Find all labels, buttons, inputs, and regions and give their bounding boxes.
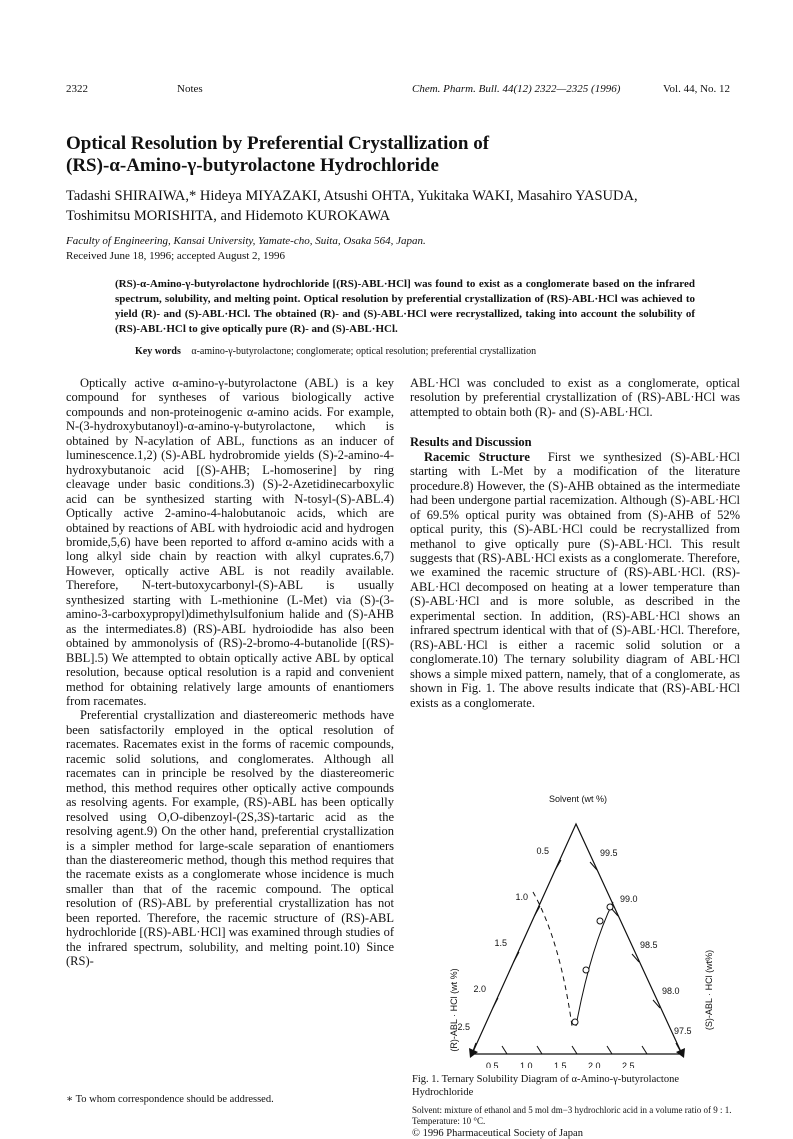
authors-line-1: Tadashi SHIRAIWA,* Hideya MIYAZAKI, Atsushi OHTA, Yukitaka WAKI, Masahiro YASUDA, <box>66 188 638 204</box>
keywords-label: Key words <box>135 346 181 357</box>
dashed-solubility-curve <box>533 892 572 1026</box>
affiliation: Faculty of Engineering, Kansai University, Yamate-cho, Suita, Osaka 564, Japan. <box>66 235 426 247</box>
article-title <box>66 133 746 177</box>
left-tick-3 <box>514 952 519 962</box>
citation: 44(12) 2322—2325 (1996) <box>502 83 621 95</box>
data-point <box>583 967 589 973</box>
keywords <box>135 346 536 357</box>
left-tick-label-1: 0.5 <box>536 846 549 856</box>
authors-line-2: Toshimitsu MORISHITA, and Hidemoto KUROKAWA <box>66 208 391 224</box>
left-column <box>66 376 394 969</box>
results-paragraph-1 <box>410 450 740 710</box>
left-axis-label: (R)-ABL · HCl (wt %) <box>449 968 459 1052</box>
figure-ternary-diagram <box>440 790 740 1068</box>
data-point <box>607 904 613 910</box>
left-tick-label-3: 1.5 <box>494 938 507 948</box>
right-axis-label: (S)-ABL · HCl (wt%) <box>704 949 714 1031</box>
bottom-tick-label-5: 2.5 <box>622 1061 635 1068</box>
right-tick-label-3: 98.5 <box>640 940 658 950</box>
intro-paragraph-2: Preferential crystallization and diastereomeric methods have been satisfactorily employed in the optical resolution of racemates. Racemates exist in the forms of racemic compounds, racemic solid solutions, and conglomerates. Although all racemates can in principle be resolved by the diastereomeric method, this method requires other optically active compounds as resolving agents. For example, (RS)-ABL has been optically resolved using O,O-dibenzoyl-(2S,3S)-tartaric acid as the resolving agent.9) On the other hand, preferential crystallization is a simpler method for large-scale separation of enantiomers than the diastereomeric method, though this method requires that the racemate exists as a conglomerate whose incidence is much smaller than that of the racemic compound. The optical resolution of (RS)-ABL by preferential crystallization has not been reported. Therefore, the racemic structure of (RS)-ABL hydrochloride [(RS)-ABL·HCl] was examined through studies of the infrared spectrum, solubility, and melting point.10) Since (RS)- <box>66 708 394 969</box>
top-axis-label: Solvent (wt %) <box>548 794 608 804</box>
abstract: (RS)-α-Amino-γ-butyrolactone hydrochloride [(RS)-ABL·HCl] was found to exist as a conglomerate based on the infrared spectrum, solubility, and melting point. Optical resolution by preferential crystallization of (RS)-ABL·HCl was achieved to yield (R)- and (S)-ABL·HCl. The obtained (R)- and (S)-ABL·HCl were recrystallized, taking into account the solubility of (RS)-ABL·HCl to give optically pure (R)- and (S)-ABL·HCl. <box>115 278 695 335</box>
received-dates: Received June 18, 1996; accepted August 2, 1996 <box>66 250 286 262</box>
section-name: Notes <box>177 83 203 95</box>
bottom-tick-label-1: 0.5 <box>486 1061 499 1068</box>
right-tick-label-4: 98.0 <box>662 986 680 996</box>
left-tick-label-4: 2.0 <box>473 984 486 994</box>
bottom-tick-5 <box>642 1046 647 1054</box>
copyright: © 1996 Pharmaceutical Society of Japan <box>412 1128 583 1139</box>
title-line-2: (RS)-α-Amino-γ-butyrolactone Hydrochloride <box>66 155 439 176</box>
authors <box>66 186 746 226</box>
right-column <box>410 376 740 710</box>
left-tick-1 <box>555 860 561 870</box>
bottom-tick-2 <box>537 1046 542 1054</box>
keywords-text: α-amino-γ-butyrolactone; conglomerate; optical resolution; preferential crystallization <box>191 346 537 357</box>
title-line-1: Optical Resolution by Preferential Crystallization of <box>66 133 490 154</box>
section-heading: Results and Discussion <box>410 435 532 450</box>
data-point <box>572 1019 578 1025</box>
ternary-diagram-svg <box>440 790 740 1068</box>
left-tick-4 <box>493 998 498 1008</box>
bottom-tick-label-4: 2.0 <box>588 1061 601 1068</box>
bottom-tick-3 <box>572 1046 577 1054</box>
bottom-tick-4 <box>607 1046 612 1054</box>
left-tick-2 <box>534 906 540 916</box>
journal-name: Chem. Pharm. Bull. <box>412 83 500 95</box>
figure-caption-note: Solvent: mixture of ethanol and 5 mol dm−3 hydrochloric acid in a volume ratio of 9 : 1. Temperature: 10 °C. <box>412 1105 732 1126</box>
bottom-tick-label-2: 1.0 <box>520 1061 533 1068</box>
intro-paragraph-3: ABL·HCl was concluded to exist as a conglomerate, optical resolution by preferential crystallization of (RS)-ABL·HCl was attempted to obtain both (R)- and (S)-ABL·HCl. <box>410 376 740 419</box>
right-tick-label-1: 99.5 <box>600 848 618 858</box>
subheading: Racemic Structure <box>424 449 530 464</box>
journal-citation <box>412 83 620 95</box>
right-tick-label-2: 99.0 <box>620 894 638 904</box>
bottom-tick-1 <box>502 1046 507 1054</box>
results-text: First we synthesized (S)-ABL·HCl starting with L-Met by a modification of the literature procedure.8) However, the (S)-AHB obtained as the intermediate had been undergone partial racemization. Although (S)-ABL·HCl of 69.5% optical purity was obtained from (S)-AHB of 52% optical purity, this (S)-ABL·HCl could be recrystallized from methanol to give optically pure (S)-ABL·HCl. This result suggests that (RS)-ABL·HCl exists as a conglomerate. Therefore, we examined the racemic structure of (RS)-ABL·HCl. (RS)-ABL·HCl decomposed on heating at a lower temperature than (S)-ABL·HCl and is more soluble, as described in the experimental section. In addition, (RS)-ABL·HCl shows an infrared spectrum identical with that of (S)-ABL·HCl. Therefore, (RS)-ABL·HCl is either a racemic solid solution or a conglomerate.10) The ternary solubility diagram of ABL·HCl shows a simple mixed pattern, namely, that of a conglomerate, as shown in Fig. 1. The above results indicate that (RS)-ABL·HCl exists as a conglomerate. <box>410 449 740 710</box>
volume-info: Vol. 44, No. 12 <box>663 83 731 95</box>
intro-paragraph-1: Optically active α-amino-γ-butyrolactone (ABL) is a key compound for syntheses of various biologically active compounds and non-proteinogenic α-amino acids. For example, N-(3-hydroxybutanoyl)-α-amino-γ-butyrolactone, which is obtained by N-acylation of ABL, functions as an inducer of luminescence.1,2) (S)-ABL hydrobromide yields (S)-2-amino-4-hydroxybutanoic acid [(S)-AHB; L-homoserine] by ring cleavage under basic conditions.3) (S)-2-Azetidinecarboxylic acid can be synthesized starting with N-tosyl-(S)-ABL.4) Optically active 2-amino-4-halobutanoic acids, which are obtained by reactions of ABL with hydroiodic acid and hydrogen bromide,5,6) have been reported to afford α-amino acids with a long alkyl side chain by reaction with alkyl cuprates.6,7) However, optically active ABL is not readily available. Therefore, N-tert-butoxycarbonyl-(S)-ABL is usually synthesized starting with L-methionine (L-Met) via (S)-(3-amino-3-carboxypropyl)dimethylsulfonium halide and (S)-AHB as the intermediates.8) (RS)-ABL hydroiodide has also been obtained by ammonolysis of (RS)-2-bromo-4-butanolide [(RS)-BBL].5) We attempted to obtain optically active ABL by optical resolution, because optical resolution is a rapid and convenient method for obtaining relatively large amounts of enantiomers from racemates. <box>66 376 394 708</box>
right-tick-label-5: 97.5 <box>674 1026 692 1036</box>
solid-solubility-curve <box>576 902 613 1026</box>
bottom-tick-label-3: 1.5 <box>554 1061 567 1068</box>
data-point <box>597 918 603 924</box>
figure-caption: Fig. 1. Ternary Solubility Diagram of α-Amino-γ-butyrolactone Hydrochloride <box>412 1074 679 1098</box>
footnote: ∗ To whom correspondence should be addressed. <box>66 1094 274 1105</box>
left-tick-label-2: 1.0 <box>515 892 528 902</box>
left-tick-label-5: 2.5 <box>457 1022 470 1032</box>
page-number: 2322 <box>66 83 88 95</box>
